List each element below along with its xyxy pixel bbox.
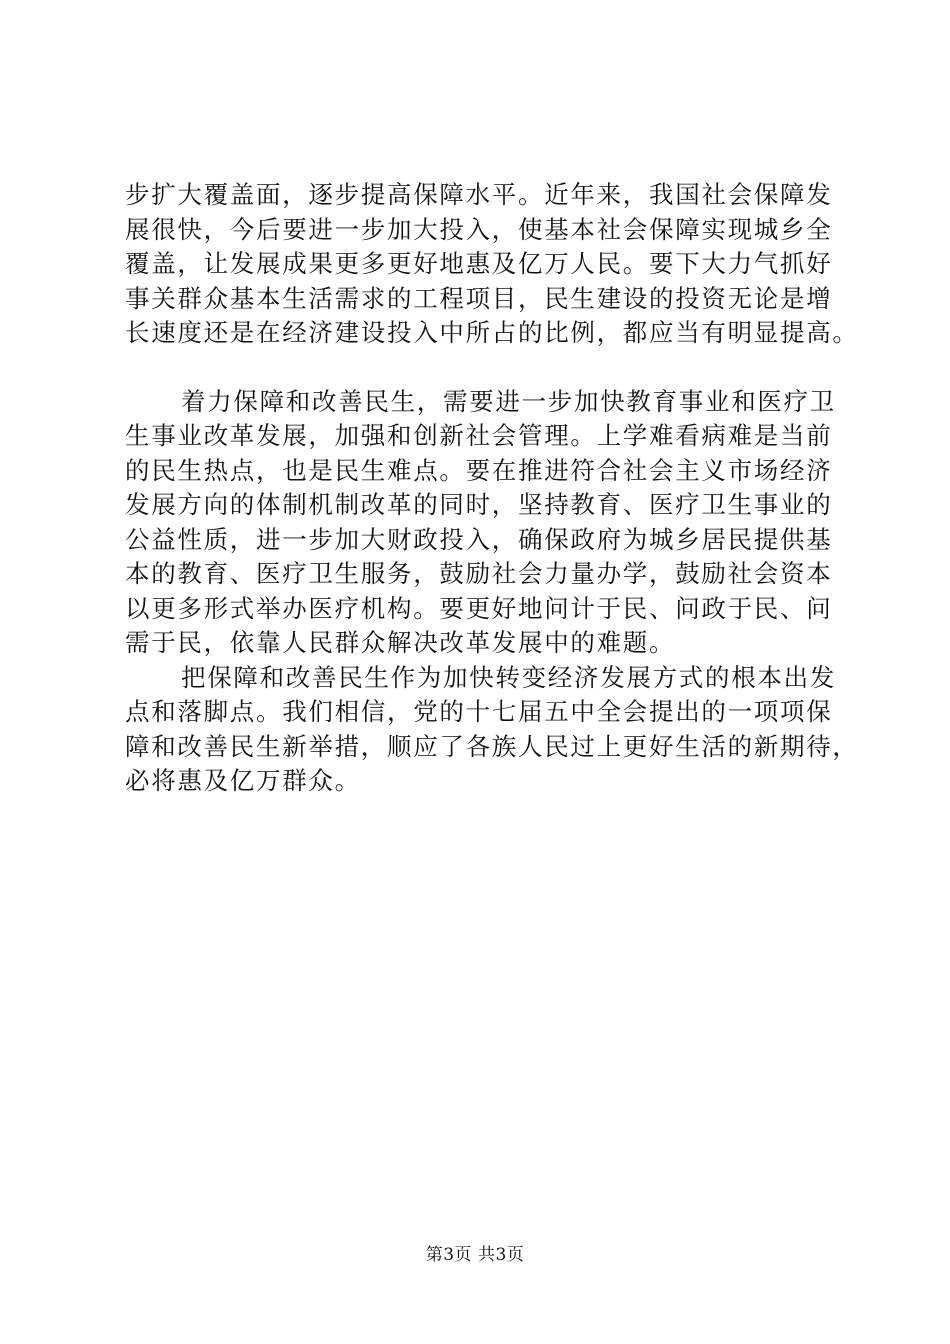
paragraph-line: 点和落脚点。我们相信，党的十七届五中全会提出的一项项保 bbox=[125, 697, 833, 726]
paragraph-line: 生事业改革发展，加强和创新社会管理。上学难看病难是当前 bbox=[125, 421, 833, 450]
paragraph-line: 以更多形式举办医疗机构。要更好地问计于民、问政于民、问 bbox=[125, 593, 833, 623]
paragraph-line: 公益性质，进一步加大财政投入，确保政府为城乡居民提供基 bbox=[125, 524, 833, 554]
paragraph-line: 需于民，依靠人民群众解决改革发展中的难题。 bbox=[125, 628, 676, 657]
paragraph-line: 把保障和改善民生作为加快转变经济发展方式的根本出发 bbox=[181, 662, 836, 692]
paragraph-1 bbox=[125, 178, 859, 351]
paragraph-line: 的民生热点，也是民生难点。要在推进符合社会主义市场经济 bbox=[125, 455, 833, 485]
paragraph-line: 本的教育、医疗卫生服务，鼓励社会力量办学，鼓励社会资本 bbox=[125, 559, 833, 588]
paragraph-line: 步扩大覆盖面，逐步提高保障水平。近年来，我国社会保障发 bbox=[125, 180, 833, 209]
paragraph-line: 覆盖，让发展成果更多更好地惠及亿万人民。要下大力气抓好 bbox=[125, 249, 833, 278]
paragraph-line: 必将惠及亿万群众。 bbox=[125, 766, 361, 795]
paragraph-line: 障和改善民生新举措，顺应了各族人民过上更好生活的新期待， bbox=[125, 731, 859, 761]
page-footer: 第3页 共3页 bbox=[425, 1245, 525, 1265]
paragraph-line: 事关群众基本生活需求的工程项目，民生建设的投资无论是增 bbox=[125, 283, 833, 313]
paragraph-line: 发展方向的体制机制改革的同时，坚持教育、医疗卫生事业的 bbox=[125, 490, 833, 519]
paragraph-2 bbox=[125, 385, 845, 661]
paragraph-gap bbox=[125, 351, 845, 385]
paragraph-3 bbox=[125, 661, 859, 799]
paragraph-line: 着力保障和改善民生，需要进一步加快教育事业和医疗卫 bbox=[181, 386, 836, 416]
document-body bbox=[125, 178, 859, 799]
paragraph-line: 长速度还是在经济建设投入中所占的比例，都应当有明显提高。 bbox=[125, 318, 859, 347]
paragraph-line: 展很快，今后要进一步加大投入，使基本社会保障实现城乡全 bbox=[125, 214, 833, 244]
